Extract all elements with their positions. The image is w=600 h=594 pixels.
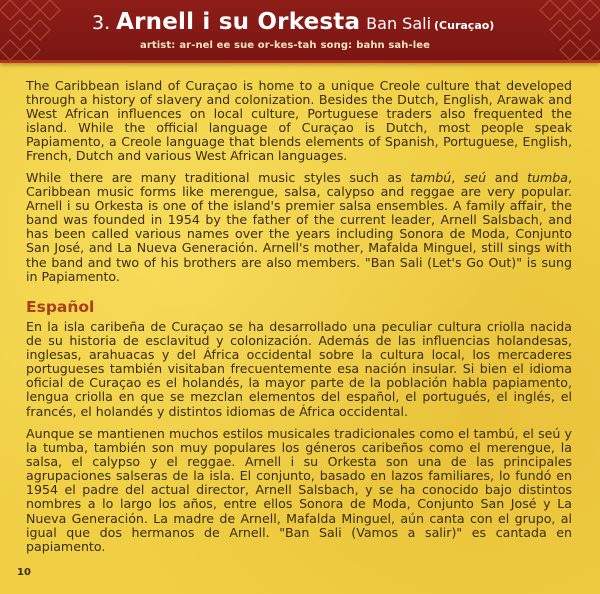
artist-pronunciation: ar-nel ee sue or-kes-tah — [179, 40, 317, 51]
paragraph-text: While there are many traditional music styles such as — [26, 170, 411, 185]
track-title — [92, 9, 494, 35]
page-number: 10 — [17, 567, 31, 578]
artist-name: Arnell i su Orkesta — [116, 9, 361, 35]
song-pronunciation: bahn sah-lee — [356, 40, 431, 51]
music-style-term: tambú — [410, 170, 452, 185]
song-name: Ban Sali — [366, 14, 432, 33]
paragraph-text: , Caribbean music forms like merengue, salsa, calypso and reggae are very popular. Arnell i su Orkesta is one of the island's premier salsa ensembles. A family affair, the band was founded in 1954 by the father of the current leader, Arnell Salsbach, and has been called various names over the years including Sonora de Moda, Conjunto San José, and La Nueva Generación. Arnell's mother, Mafalda Minguel, still sings with the band and two of his brothers are also members. "Ban Sali (Let's Go Out)" is sung in Papiamento. — [26, 170, 573, 284]
english-paragraph-2 — [26, 171, 572, 284]
track-number: 3. — [92, 12, 111, 34]
spanish-paragraph-2: Aunque se mantienen muchos estilos musicales tradicionales como el tambú, el seú y la tumba, también son muy populares los géneros caribeños como el merengue, la salsa, el calypso y el reggae. Arnell i su Orkesta son una de las principales agrupaciones salseras de la isla. El conjunto, basado en lazos familiares, lo fundó en 1954 el padre del actual director, Arnell Salsbach, y se ha conocido bajo distintos nombres a lo largo los años, entre ellos Sonora de Moda, Conjunto San José y La Nueva Generación. La madre de Arnell, Mafalda Minguel, aún canta con el grupo, al igual que dos hermanos de Arnell. "Ban Sali (Vamos a salir)" es cantada en papiamento. — [26, 426, 572, 554]
diamond-pattern-icon — [0, 0, 70, 60]
spanish-paragraph-1: En la isla caribeña de Curaçao se ha desarrollado una peculiar cultura criolla nacida de su historia de esclavitud y colonización. Además de las influencias holandesas, inglesas, arahuacas y del África occidental sobre la cultura local, los mercaderes portugueses también visitaban frecuentemente esa nación insular. Si bien el idioma oficial de Curaçao es el holandés, la mayor parte de la población habla papiamento, lengua criolla en que se mezclan elementos del español, el portugués, el inglés, el francés, el holandés y distintos idiomas de África occidental. — [26, 319, 572, 419]
song-pronunciation-label: song: — [320, 40, 353, 51]
pronunciation-guide — [140, 40, 434, 51]
country-label: (Curaçao) — [434, 19, 495, 32]
music-style-term: tumba — [527, 170, 568, 185]
diamond-pattern-icon — [530, 0, 600, 60]
english-paragraph-1: The Caribbean island of Curaçao is home to a unique Creole culture that developed through a history of slavery and colonization. Besides the Dutch, English, Arawak and West African influences on local culture, Portuguese traders also frequented the island. While the official language of Curaçao is Dutch, most people speak Papiamento, a Creole language that blends elements of Spanish, Portuguese, English, French, Dutch and various West African languages. — [26, 78, 572, 164]
spanish-section-heading: Español — [26, 298, 95, 316]
artist-pronunciation-label: artist: — [140, 40, 176, 51]
paragraph-text: , — [451, 170, 464, 185]
paragraph-text: and — [486, 170, 528, 185]
header-banner — [0, 0, 600, 63]
music-style-term: seú — [463, 170, 487, 185]
